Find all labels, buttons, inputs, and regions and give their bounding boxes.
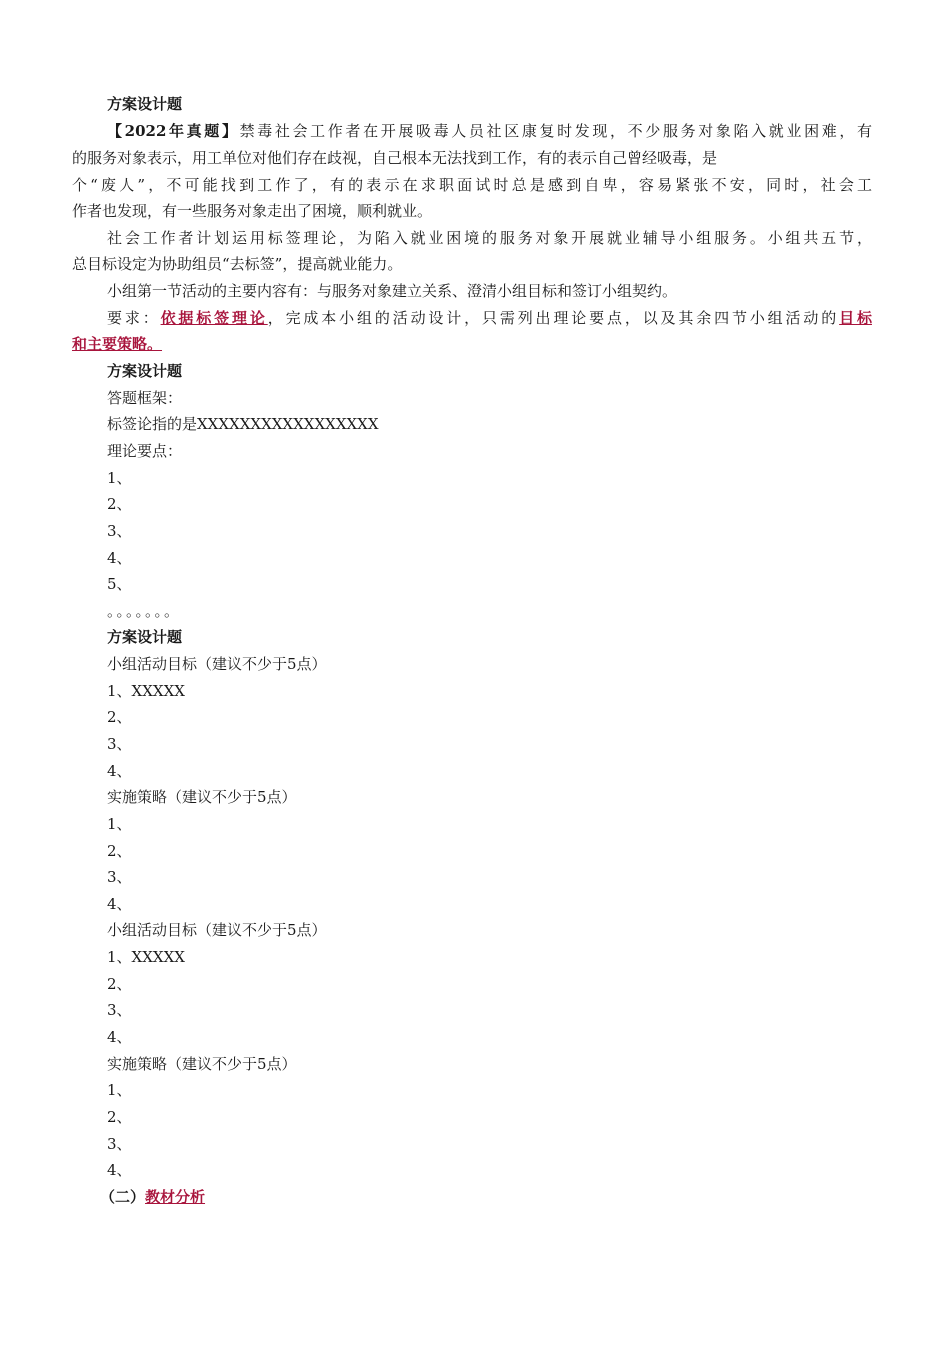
textbook-analysis-link[interactable]: 教材分析 (145, 1188, 206, 1206)
list-item: 3、 (107, 868, 132, 886)
section-heading: 方案设计题 (107, 362, 183, 380)
points-title: 理论要点： (107, 442, 183, 460)
question-tag: 【2022年真题】 (107, 122, 240, 140)
framework-label: 答题框架： (107, 389, 183, 407)
list-item: 1、XXXXX (107, 948, 185, 966)
goal-title: 小组活动目标（建议不少于5点） (107, 921, 327, 939)
list-item: 3、 (107, 1001, 132, 1019)
list-item: 4、 (107, 895, 132, 913)
list-item: 2、 (107, 708, 132, 726)
list-item: 1、 (107, 469, 132, 487)
list-item: 3、 (107, 1135, 132, 1153)
list-item: 3、 (107, 522, 132, 540)
list-item: 2、 (107, 975, 132, 993)
ellipsis-dots: 。。。。。。。 (107, 602, 182, 620)
list-item: 4、 (107, 1161, 132, 1179)
list-item: 2、 (107, 842, 132, 860)
requirement-line (72, 331, 872, 357)
section-heading: 方案设计题 (107, 95, 183, 113)
requirement-label: 要求： (107, 309, 161, 327)
highlight-link[interactable]: 和主要策略。 (72, 335, 163, 353)
section-heading: 方案设计题 (107, 628, 183, 646)
list-item: 1、 (107, 815, 132, 833)
paragraph-line (107, 118, 872, 144)
list-item: 5、 (107, 575, 132, 593)
paragraph-line: 的服务对象表示，用工单位对他们存在歧视，自己根本无法找到工作，有的表示自己曾经吸毒，是 (72, 149, 718, 167)
list-item: 2、 (107, 1108, 132, 1126)
subsection-number: （二） (100, 1188, 146, 1206)
list-item: 1、 (107, 1081, 132, 1099)
paragraph-line: 总目标设定为协助组员“去标签”，提高就业能力。 (72, 255, 403, 273)
list-item: 2、 (107, 495, 132, 513)
subsection-heading (100, 1184, 900, 1210)
definition-line: 标签论指的是XXXXXXXXXXXXXXXXX (107, 415, 379, 433)
strategy-title: 实施策略（建议不少于5点） (107, 788, 297, 806)
list-item: 4、 (107, 549, 132, 567)
requirement-text: ，完成本小组的活动设计，只需列出理论要点，以及其余四节小组活动的 (267, 309, 840, 327)
list-item: 3、 (107, 735, 132, 753)
highlight-link[interactable]: 依据标签理论 (160, 309, 268, 327)
list-item: 4、 (107, 1028, 132, 1046)
requirement-line (107, 305, 872, 331)
paragraph-line: 小组第一节活动的主要内容有：与服务对象建立关系、澄清小组目标和签订小组契约。 (107, 282, 678, 300)
paragraph-text: 禁毒社会工作者在开展吸毒人员社区康复时发现，不少服务对象陷入就业困难，有 (239, 122, 872, 140)
goal-title: 小组活动目标（建议不少于5点） (107, 655, 327, 673)
list-item: 1、XXXXX (107, 682, 185, 700)
paragraph-line: 作者也发现，有一些服务对象走出了困境，顺利就业。 (72, 202, 433, 220)
paragraph-line: 个“废人”，不可能找到工作了，有的表示在求职面试时总是感到自卑，容易紧张不安，同时，社会工 (72, 176, 872, 194)
paragraph-line: 社会工作者计划运用标签理论，为陷入就业困境的服务对象开展就业辅导小组服务。小组共五节， (107, 229, 872, 247)
highlight-link[interactable]: 目标 (839, 309, 872, 327)
strategy-title: 实施策略（建议不少于5点） (107, 1055, 297, 1073)
list-item: 4、 (107, 762, 132, 780)
